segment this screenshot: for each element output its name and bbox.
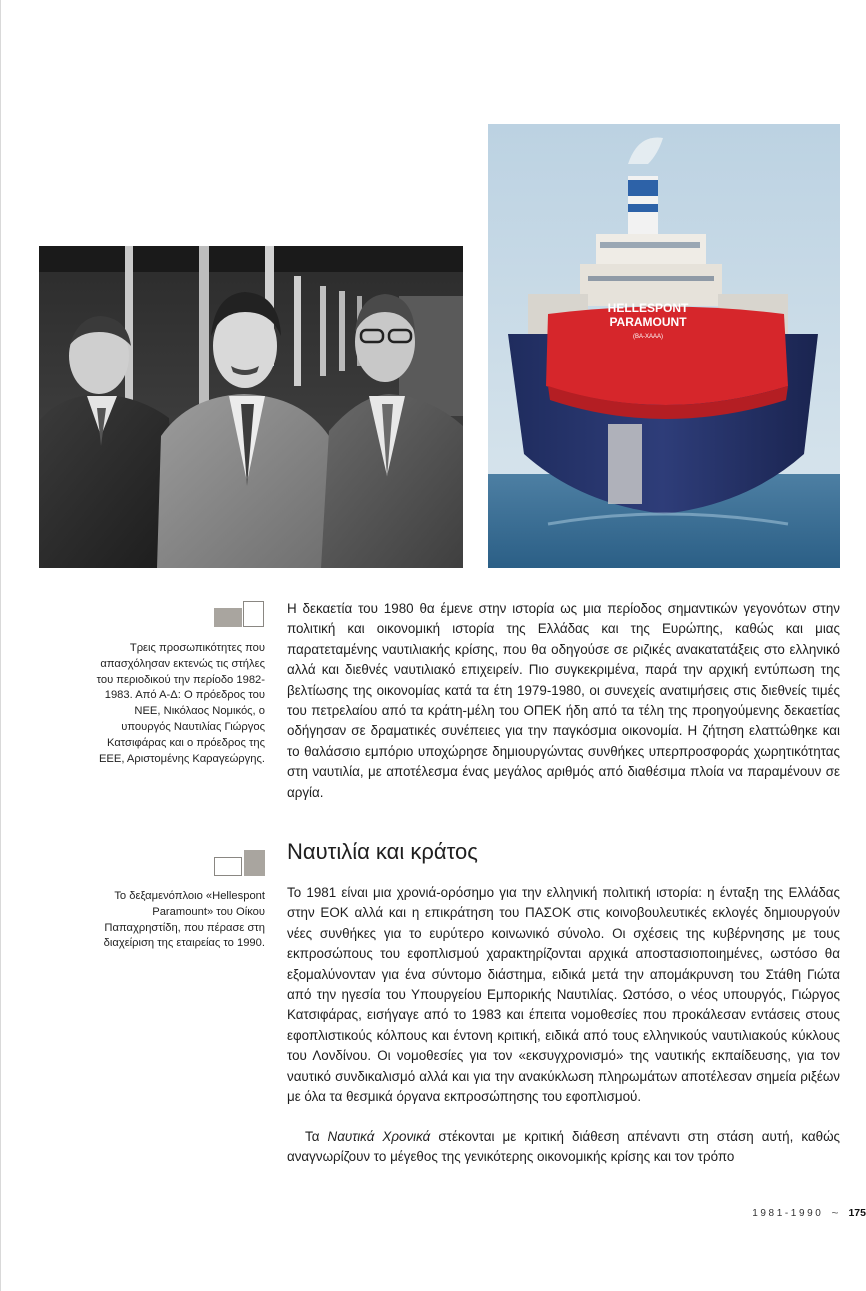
caption-marker-1 (214, 601, 266, 627)
caption-tanker: Το δεξαμενόπλοιο «Hellespont Paramount» του Οίκου Παπαχρηστίδη, που πέρασε στη διαχείριση της εταιρείας το 1990. (103, 890, 265, 950)
caption-marker-2 (214, 850, 266, 876)
paragraph-3-lead: Τα (305, 1129, 328, 1144)
tanker-photo (488, 124, 840, 568)
officials-photo (39, 246, 463, 568)
marker-outline-square (214, 857, 242, 876)
footer-decade: 1981-1990 (752, 1207, 824, 1219)
section-heading: Ναυτιλία και κράτος (287, 839, 478, 864)
footer-tilde: ~ (831, 1206, 839, 1220)
page-number: 175 (848, 1207, 866, 1219)
ship-name-line2: PARAMOUNT (609, 315, 687, 329)
marker-filled-square (244, 850, 265, 876)
officials-photo-art (39, 246, 463, 568)
page-footer (752, 1205, 866, 1221)
caption-officials: Τρεις προσωπικότητες που απασχόλησαν εκτενώς τις στήλες του περιοδικού την περίοδο 1982-1983. Από Α-Δ: Ο πρόεδρος του ΝΕΕ, Νικόλαος Νομικός, ο υπουργός Ναυτιλίας Γιώργος Κατσιφάρας και ο πρόεδρος της ΕΕΕ, Αριστομένης Καραγεώργης. (96, 642, 265, 765)
marker-outline-square (243, 601, 264, 627)
magazine-title: Ναυτικά Χρονικά (327, 1129, 431, 1144)
page-edge-line (0, 0, 1, 1291)
marker-filled-square (214, 608, 242, 627)
tanker-photo-art (488, 124, 840, 568)
ship-name-line3: (ΒΑ-ΧΑΑΑ) (632, 334, 664, 340)
ship-name-line1: HELLESPONT (607, 301, 689, 315)
body-paragraph-3 (287, 1127, 840, 1168)
body-paragraph-1: Η δεκαετία του 1980 θα έμενε στην ιστορία ως μια περίοδος σημαντικών γεγονότων στην πολιτική και οικονομική ιστορία της Ελλάδας και της Ευρώπης, καθώς και μιας παρατεταμένης ναυτιλιακής κρίσης, που θα οδηγούσε σε ριζικές ανακατατάξεις στο ελληνικό αλλά και διεθνές ναυτιλιακό επιχειρείν. Πιο συγκεκριμένα, παρά την αρχική εντύπωση της βελτίωσης της οικονομίας κατά τα έτη 1979-1980, οι συνεχείς ανατιμήσεις στις διεθνείς τιμές του πετρελαίου από τα κράτη-μέλη του ΟΠΕΚ ήδη από τα τέλη της προηγούμενης δεκαετίας οδήγησαν σε δραματικές συνέπειες για την παγκόσμια οικονομία. Η ζήτηση ελαττώθηκε και το θαλάσσιο εμπόριο υποχώρησε δημιουργώντας συνθήκες υπερπροσφοράς χωρητικότητας στη ναυτιλία, με αποτέλεσμα ένας μεγάλος αριθμός από διαθέσιμα πλοία να παραμένουν σε αργία. (287, 601, 840, 800)
paragraph-3-rest: στέκονται με κριτική διάθεση απέναντι στη στάση αυτή, καθώς αναγνωρίζουν το μέγεθος της γενικότερης οικονομικής κρίσης και τον τρόπο (287, 1129, 841, 1165)
body-paragraph-2: Το 1981 είναι μια χρονιά-ορόσημο για την ελληνική πολιτική ιστορία: η ένταξη της Ελλάδας στην ΕΟΚ αλλά και η επικράτηση του ΠΑΣΟΚ στις κοινοβουλευτικές εκλογές δημιουργούν νέες συνθήκες για το ευρύτερο κοινωνικό σύνολο. Οι σχέσεις της κυβέρνησης με τους εκπροσώπους του εφοπλισμού χαρακτηρίζονται αρχικά αποστασιοποιημένες, ωστόσο θα εξομαλύνονταν για ένα σύντομο διάστημα, ειδικά μετά την απομάκρυνση του Στάθη Γιώτα από την ηγεσία του Υπουργείου Εμπορικής Ναυτιλίας. Ωστόσο, ο νέος υπουργός, Γιώργος Κατσιφάρας, εισήγαγε από το 1983 και έπειτα νομοθεσίες που προκάλεσαν εντάσεις στους εφοπλιστικούς κόλπους και έντονη κριτική, ειδικά από τους ελληνικούς ναυτιλιακούς κύκλους του Λονδίνου. Οι νομοθεσίες για τον «εκσυγχρονισμό» της ναυτικής εκπαίδευσης, για τον ναυτικό συνδικαλισμό αλλά και για την ανακύκλωση πληρωμάτων αποτέλεσαν σημεία ριξέων με όλα τα θεσμικά όργανα εκπροσώπησης του εφοπλισμού. (287, 885, 840, 1105)
